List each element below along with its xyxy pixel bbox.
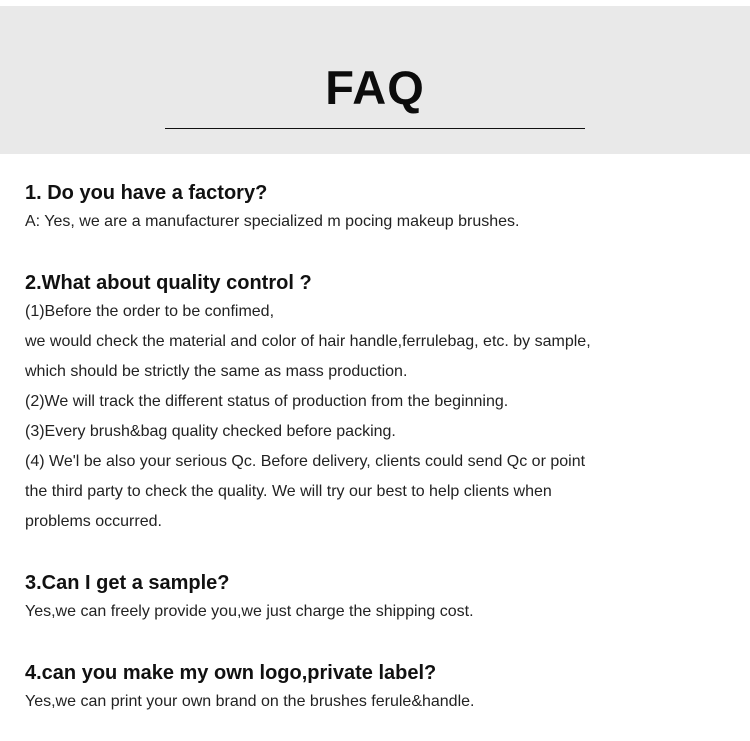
title-underline-divider xyxy=(165,128,585,129)
faq-question: 4.can you make my own logo,private label? xyxy=(25,662,437,684)
faq-item-private-label xyxy=(25,660,735,717)
faq-answer-line: the third party to check the quality. We will try our best to help clients when xyxy=(25,483,552,500)
faq-answer-line: (4) We'l be also your serious Qc. Before delivery, clients could send Qc or point xyxy=(25,453,586,470)
faq-question: 2.What about quality control ? xyxy=(25,272,312,294)
faq-answer-line: Yes,we can freely provide you,we just charge the shipping cost. xyxy=(25,603,474,620)
faq-answer xyxy=(25,597,735,627)
faq-item-quality-control xyxy=(25,270,735,537)
faq-answer xyxy=(25,297,735,537)
faq-question: 1. Do you have a factory? xyxy=(25,182,268,204)
page-title: FAQ xyxy=(325,61,425,114)
faq-answer-line: Yes,we can print your own brand on the brushes ferule&handle. xyxy=(25,693,475,710)
faq-answer-line: (2)We will track the different status of production from the beginning. xyxy=(25,393,509,410)
faq-answer xyxy=(25,207,735,237)
faq-answer-line: we would check the material and color of hair handle,ferrulebag, etc. by sample, xyxy=(25,333,591,350)
faq-answer-line: which should be strictly the same as mass production. xyxy=(25,363,408,380)
faq-answer-line: (1)Before the order to be confimed, xyxy=(25,303,275,320)
faq-item-sample xyxy=(25,570,735,627)
faq-question: 3.Can I get a sample? xyxy=(25,572,230,594)
faq-answer xyxy=(25,687,735,717)
faq-item-factory xyxy=(25,180,735,237)
faq-header-banner xyxy=(0,6,750,154)
faq-answer-line: problems occurred. xyxy=(25,513,162,530)
faq-answer-line: A: Yes, we are a manufacturer specialized m pocing makeup brushes. xyxy=(25,213,520,230)
faq-answer-line: (3)Every brush&bag quality checked before packing. xyxy=(25,423,396,440)
